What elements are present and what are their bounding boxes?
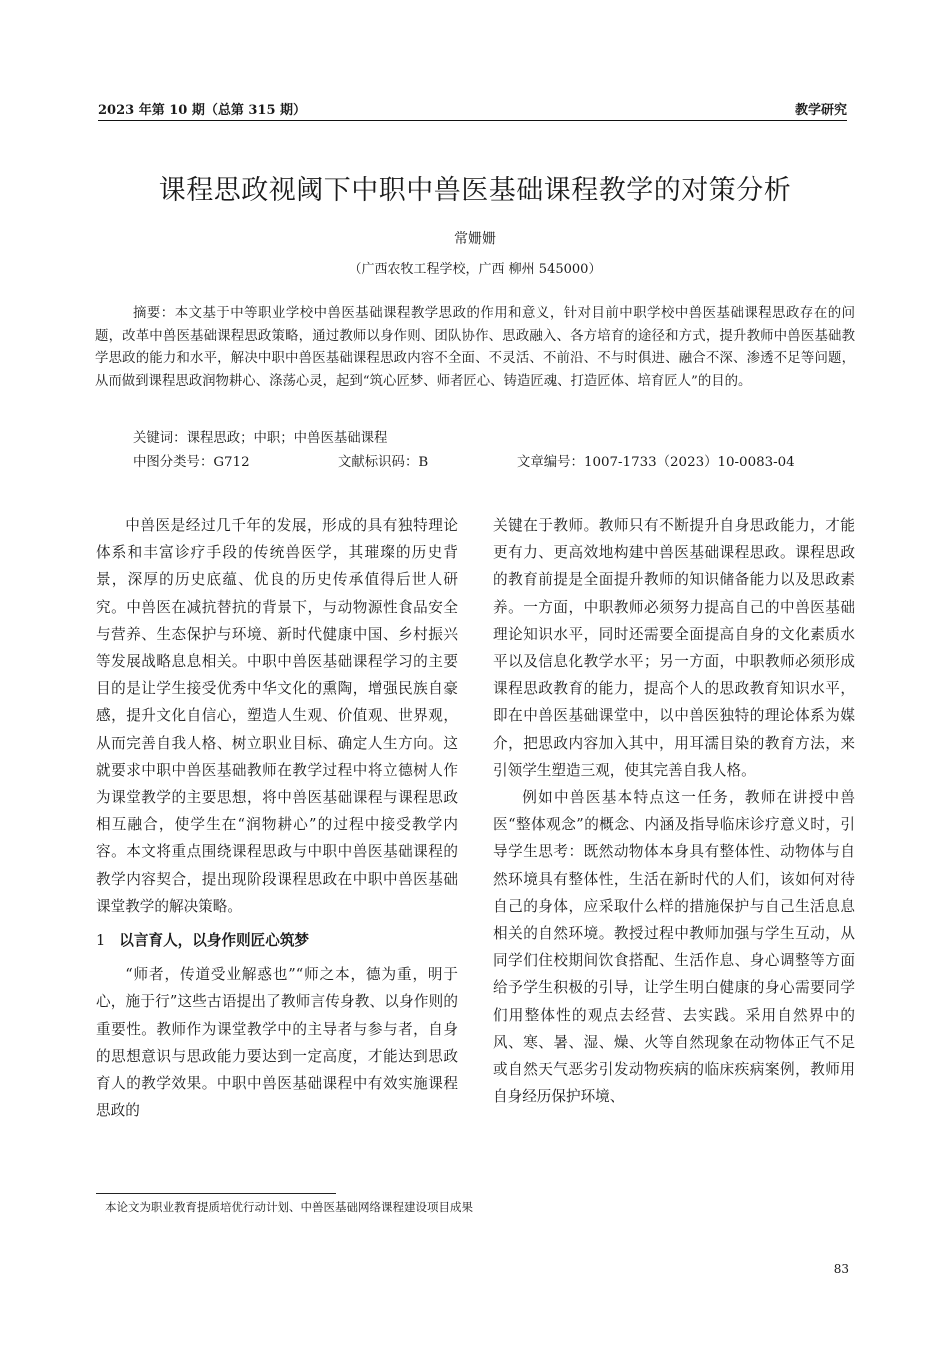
body-paragraph: 中兽医是经过几千年的发展，形成的具有独特理论体系和丰富诊疗手段的传统兽医学，其璀璨的历史背景，深厚的历史底蕴、优良的历史传承值得后世人研究。中兽医在减抗替抗的背景下，与动物源性食品安全与营养、生态保护与环境、新时代健康中国、乡村振兴等发展战略息息相关。中职中兽医基础课程学习的主要目的是让学生接受优秀中华文化的熏陶，增强民族自豪感，提升文化自信心，塑造人生观、价值观、世界观，从而完善自我人格、树立职业目标、确定人生方向。这就要求中职中兽医基础教师在教学过程中将立德树人作为课堂教学的主要思想，将中兽医基础课程与课程思政相互融合，使学生在“润物耕心”的过程中接受教学内容。本文将重点围绕课程思政与中职中兽医基础课程的教学内容契合，提出现阶段课程思政在中职中兽医基础课堂教学的解决策略。 — [96, 517, 458, 915]
footnote-rule — [96, 1193, 336, 1194]
section-title: 以言育人，以身作则匠心筑梦 — [119, 932, 310, 950]
document-code: 文献标识码：B — [338, 455, 429, 470]
body-paragraph: 例如中兽医基本特点这一任务，教师在讲授中兽医“整体观念”的概念、内涵及指导临床诊疗意义时，引导学生思考：既然动物体本身具有整体性、动物体与自然环境具有整体性，生活在新时代的人们，该如何对待自己的身体，应采取什么样的措施保护与自己生活息息相关的自然环境。教授过程中教师加强与学生互动，从同学们住校期间饮食搭配、生活作息、身心调整等方面给予学生积极的引导，让学生明白健康的身心需要同学们用整体性的观点去经营、去实践。采用自然界中的风、寒、暑、湿、燥、火等自然现象在动物体正气不足或自然天气恶劣引发动物疾病的临床疾病案例，教师用自身经历保护环境、 — [493, 789, 855, 1106]
abstract — [95, 303, 855, 393]
abstract-text: 本文基于中等职业学校中兽医基础课程教学思政的作用和意义，针对目前中职学校中兽医基础课程思政存在的问题，改革中兽医基础课程思政策略，通过教师以身作则、团队协作、思政融入、各方培育的途径和方式，提升教师中兽医基础教学思政的能力和水平，解决中职中兽医基础课程思政内容不全面、不灵活、不前沿、不与时俱进、融合不深、渗透不足等问题，从而做到课程思政润物耕心、涤荡心灵，起到“筑心匠梦、师者匠心、铸造匠魂、打造匠体、培育匠人”的目的。 — [95, 306, 856, 389]
paper-title: 课程思政视阈下中职中兽医基础课程教学的对策分析 — [158, 175, 792, 206]
footnote: 本论文为职业教育提质培优行动计划、中兽医基础网络课程建设项目成果 — [105, 1200, 473, 1214]
clc-number: 中图分类号：G712 — [133, 455, 250, 470]
abstract-label: 摘要： — [133, 306, 175, 321]
section-heading — [96, 927, 458, 954]
body-paragraph: “师者，传道受业解惑也”“师之本，德为重，明于心，施于行”这些古语提出了教师言传身教、以身作则的重要性。教师作为课堂教学中的主导者与参与者，自身的思想意识与思政能力要达到一定高度，才能达到思政育人的教学效果。中职中兽医基础课程中有效实施课程思政的 — [96, 966, 458, 1120]
body-paragraph: 关键在于教师。教师只有不断提升自身思政能力，才能更有力、更高效地构建中兽医基础课程思政。课程思政的教育前提是全面提升教师的知识储备能力以及思政素养。一方面，中职教师必须努力提高自己的中兽医基础理论知识水平，同时还需要全面提高自身的文化素质水平以及信息化教学水平；另一方面，中职教师必须形成课程思政教育的能力，提高个人的思政教育知识水平，即在中兽医基础课堂中，以中兽医独特的理论体系为媒介，把思政内容加入其中，用耳濡目染的教育方法，来引领学生塑造三观，使其完善自我人格。 — [493, 517, 855, 779]
issue-info: 2023 年第 10 期（总第 315 期） — [98, 103, 307, 118]
article-number: 文章编号：1007-1733（2023）10-0083-04 — [517, 455, 795, 470]
keywords-label: 关键词： — [133, 431, 187, 446]
body-column-right — [493, 512, 855, 1110]
keywords — [133, 427, 387, 446]
page-number: 83 — [833, 1262, 849, 1276]
keywords-text: 课程思政；中职；中兽医基础课程 — [186, 431, 388, 446]
section-number: 1 — [96, 932, 106, 950]
author-affiliation: （广西农牧工程学校，广西 柳州 545000） — [348, 262, 602, 277]
body-column-left — [96, 512, 458, 1124]
classification-line — [133, 451, 853, 471]
section-label: 教学研究 — [794, 103, 847, 118]
header-rule — [98, 120, 847, 121]
author-name: 常姗姗 — [454, 231, 496, 247]
